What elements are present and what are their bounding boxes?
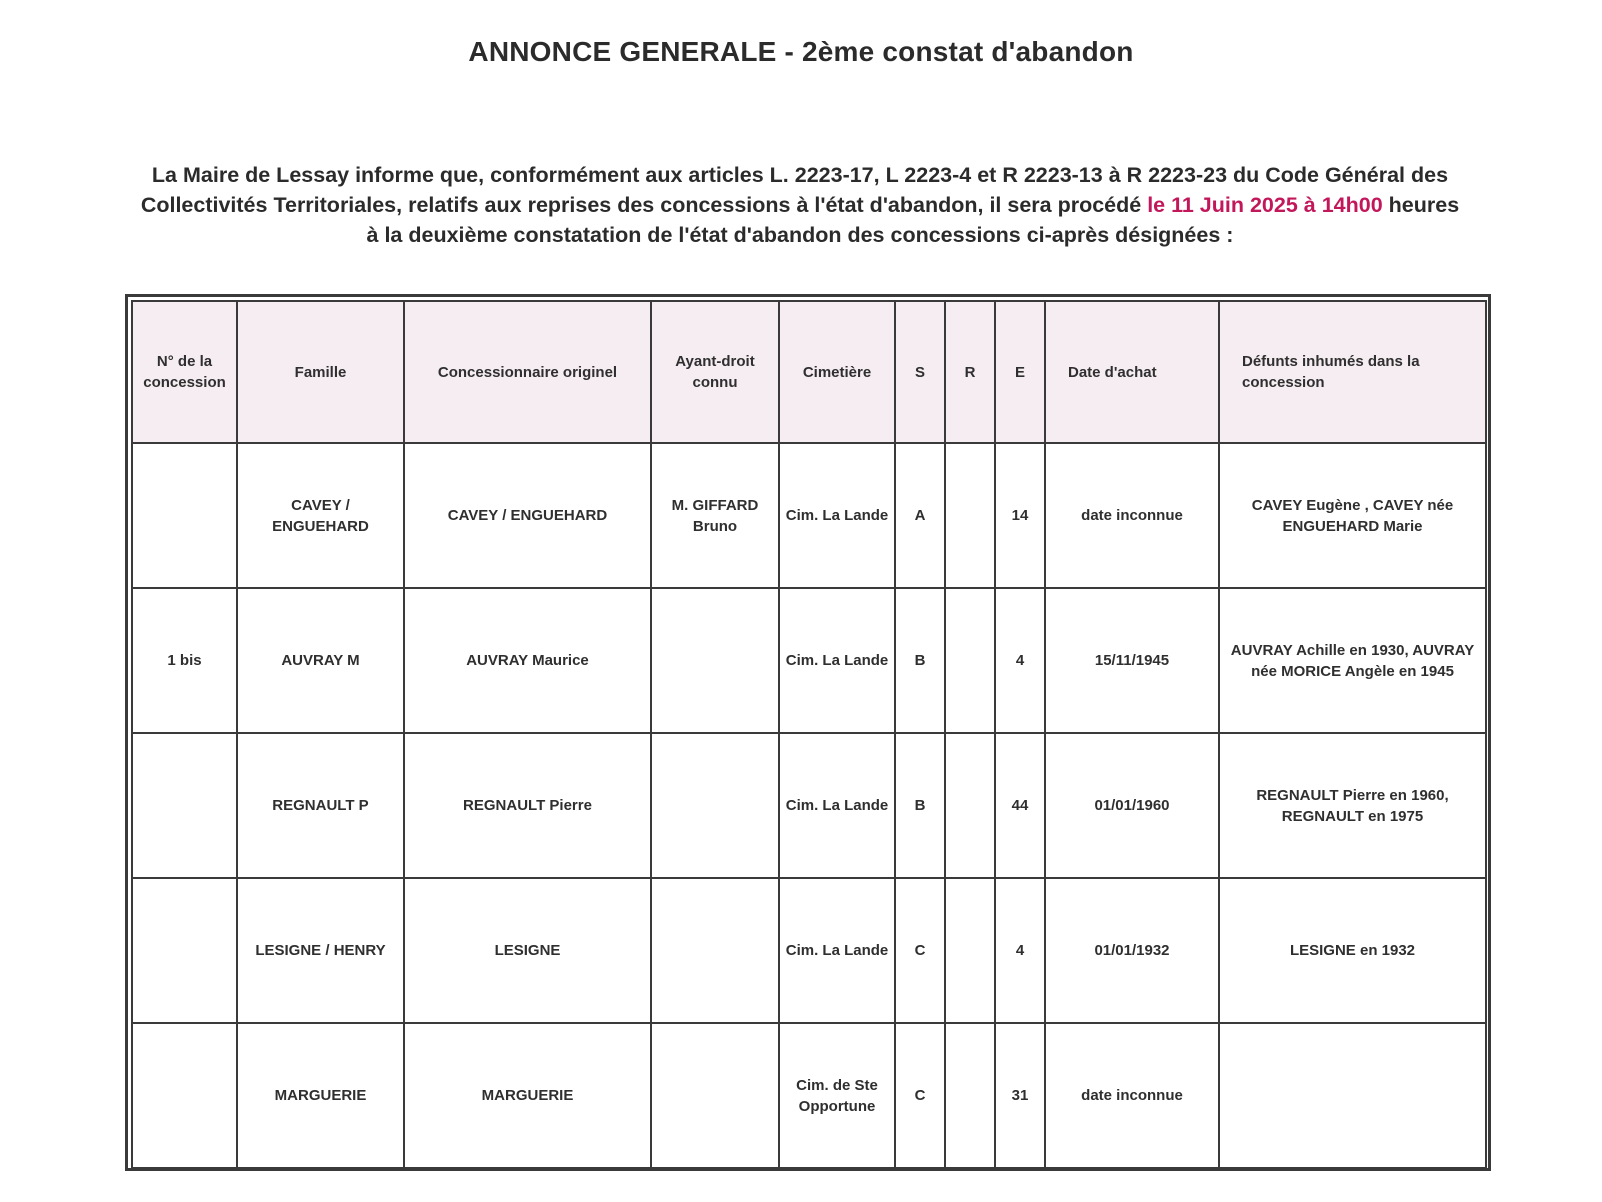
- header-r: R: [945, 301, 995, 443]
- cell-date-achat: 15/11/1945: [1045, 588, 1219, 733]
- cell-concessionnaire: REGNAULT Pierre: [404, 733, 651, 878]
- cell-r: [945, 443, 995, 588]
- cell-s: A: [895, 443, 945, 588]
- cell-e: 14: [995, 443, 1045, 588]
- cell-ayant-droit: [651, 733, 779, 878]
- cell-cimetiere: Cim. La Lande: [779, 443, 895, 588]
- cell-cimetiere: Cim. La Lande: [779, 733, 895, 878]
- cell-s: C: [895, 1023, 945, 1168]
- cell-concessionnaire: CAVEY / ENGUEHARD: [404, 443, 651, 588]
- concessions-table-frame: [125, 294, 1491, 1171]
- cell-famille: AUVRAY M: [237, 588, 404, 733]
- cell-cimetiere: Cim. de Ste Opportune: [779, 1023, 895, 1168]
- table-row: [132, 878, 1486, 1023]
- cell-s: B: [895, 588, 945, 733]
- intro-text-before: La Maire de Lessay informe que, conformément aux articles L. 2223-17, L 2223-4 et R 2223-13 à R 2223-23 du Code Général des Collectivités Territoriales, relatifs aux reprises des concessions à l'état d'abandon, il sera procédé: [140, 163, 1449, 217]
- cell-date-achat: 01/01/1932: [1045, 878, 1219, 1023]
- cell-ayant-droit: [651, 588, 779, 733]
- table-row: [132, 588, 1486, 733]
- cell-concessionnaire: MARGUERIE: [404, 1023, 651, 1168]
- cell-famille: REGNAULT P: [237, 733, 404, 878]
- cell-cimetiere: Cim. La Lande: [779, 878, 895, 1023]
- cell-num: 1 bis: [132, 588, 237, 733]
- header-cimetiere: Cimetière: [779, 301, 895, 443]
- table-row: [132, 1023, 1486, 1168]
- table-row: [132, 733, 1486, 878]
- cell-e: 44: [995, 733, 1045, 878]
- cell-num: [132, 733, 237, 878]
- cell-r: [945, 1023, 995, 1168]
- cell-r: [945, 588, 995, 733]
- cell-e: 4: [995, 878, 1045, 1023]
- header-num-concession: N° de la concession: [132, 301, 237, 443]
- cell-e: 31: [995, 1023, 1045, 1168]
- cell-cimetiere: Cim. La Lande: [779, 588, 895, 733]
- cell-concessionnaire: AUVRAY Maurice: [404, 588, 651, 733]
- cell-defunts: [1219, 1023, 1486, 1168]
- cell-r: [945, 878, 995, 1023]
- cell-defunts: REGNAULT Pierre en 1960, REGNAULT en 1975: [1219, 733, 1486, 878]
- cell-famille: MARGUERIE: [237, 1023, 404, 1168]
- cell-s: C: [895, 878, 945, 1023]
- table-header-row: [132, 301, 1486, 443]
- intro-paragraph: [140, 160, 1460, 250]
- table-row: [132, 443, 1486, 588]
- header-defunts: Défunts inhumés dans la concession: [1219, 301, 1486, 443]
- cell-famille: CAVEY / ENGUEHARD: [237, 443, 404, 588]
- header-s: S: [895, 301, 945, 443]
- cell-date-achat: date inconnue: [1045, 1023, 1219, 1168]
- concessions-table: [131, 300, 1487, 1169]
- cell-famille: LESIGNE / HENRY: [237, 878, 404, 1023]
- cell-s: B: [895, 733, 945, 878]
- cell-num: [132, 443, 237, 588]
- cell-defunts: AUVRAY Achille en 1930, AUVRAY née MORICE Angèle en 1945: [1219, 588, 1486, 733]
- cell-num: [132, 1023, 237, 1168]
- cell-ayant-droit: [651, 1023, 779, 1168]
- intro-date-highlight: le 11 Juin 2025 à 14h00: [1147, 193, 1383, 217]
- cell-concessionnaire: LESIGNE: [404, 878, 651, 1023]
- cell-num: [132, 878, 237, 1023]
- header-ayant-droit: Ayant-droit connu: [651, 301, 779, 443]
- cell-ayant-droit: M. GIFFARD Bruno: [651, 443, 779, 588]
- header-e: E: [995, 301, 1045, 443]
- page-title: ANNONCE GENERALE - 2ème constat d'abandon: [468, 36, 1134, 67]
- cell-defunts: CAVEY Eugène , CAVEY née ENGUEHARD Marie: [1219, 443, 1486, 588]
- cell-date-achat: date inconnue: [1045, 443, 1219, 588]
- header-concessionnaire: Concessionnaire originel: [404, 301, 651, 443]
- cell-r: [945, 733, 995, 878]
- cell-defunts: LESIGNE en 1932: [1219, 878, 1486, 1023]
- cell-date-achat: 01/01/1960: [1045, 733, 1219, 878]
- intro-text-after: heures à la deuxième constatation de l'état d'abandon des concessions ci-après désignées :: [366, 193, 1460, 247]
- header-famille: Famille: [237, 301, 404, 443]
- header-date-achat: Date d'achat: [1045, 301, 1219, 443]
- cell-ayant-droit: [651, 878, 779, 1023]
- cell-e: 4: [995, 588, 1045, 733]
